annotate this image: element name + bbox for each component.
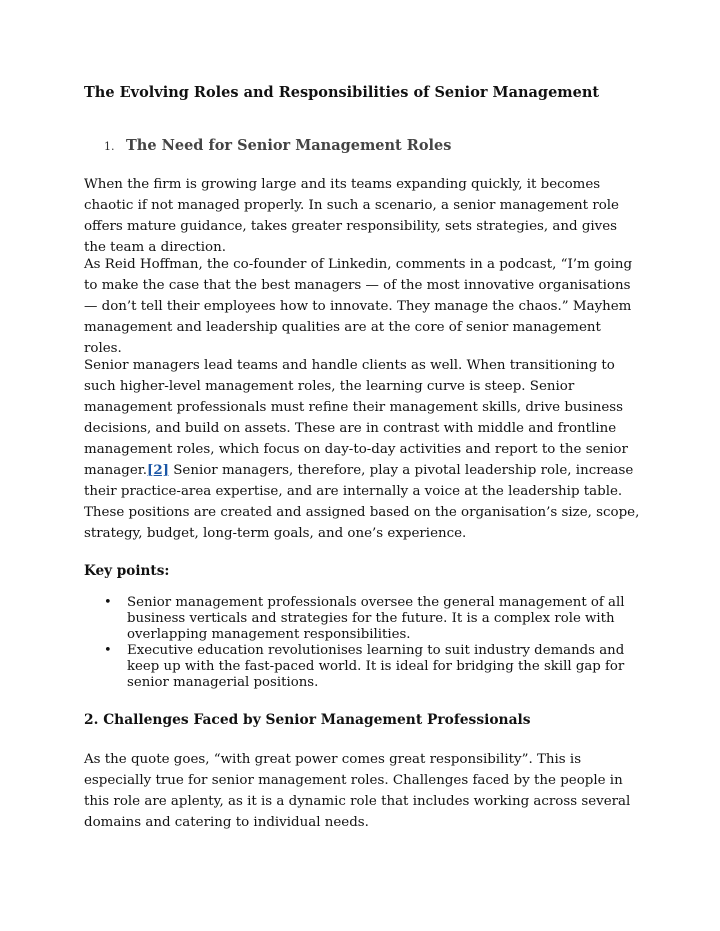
section-1-paragraph-2: As Reid Hoffman, the co-founder of Linkedin, comments in a podcast, “I’m going to make the case that the best managers — of the most innovative organisations — don’t tell their employees how to innovate. They manage the chaos.” Mayhem management and leadership qualities are at the core of senior management roles. bbox=[84, 257, 633, 356]
key-points-list bbox=[84, 595, 640, 691]
section-2-heading: 2. Challenges Faced by Senior Management Professionals bbox=[84, 712, 531, 728]
list-item bbox=[84, 595, 640, 643]
footnote-reference-link[interactable]: [2] bbox=[146, 462, 169, 478]
bullet-icon: • bbox=[104, 595, 112, 610]
document-title: The Evolving Roles and Responsibilities of Senior Management bbox=[84, 84, 600, 101]
key-point-text: Executive education revolutionises learning to suit industry demands and keep up with the fast-paced world. It is ideal for bridging the skill gap for senior managerial positions. bbox=[127, 643, 625, 690]
list-item bbox=[84, 643, 640, 691]
bullet-icon: • bbox=[104, 643, 112, 658]
section-1-number: 1. bbox=[104, 140, 115, 153]
section-1-paragraph-1: When the firm is growing large and its teams expanding quickly, it becomes chaotic if not managed properly. In such a scenario, a senior management role offers mature guidance, takes greater responsibility, sets strategies, and gives the team a direction. bbox=[84, 177, 619, 255]
section-1-heading bbox=[104, 137, 451, 154]
paragraph-3-text-after-ref: Senior managers, therefore, play a pivotal leadership role, increase their practice-area expertise, and are internally a voice at the leadership table. These positions are created and assigned based on the organisation’s size, scope, strategy, budget, long-term goals, and one’s experience. bbox=[84, 463, 640, 541]
section-1-title: The Need for Senior Management Roles bbox=[126, 137, 452, 154]
key-point-text: Senior management professionals oversee the general management of all business verticals and strategies for the future. It is a complex role with overlapping management responsibilities. bbox=[127, 595, 625, 642]
section-2-paragraph-1: As the quote goes, “with great power comes great responsibility”. This is especially true for senior management roles. Challenges faced by the people in this role are aplenty, as it is a dynamic role that includes working across several domains and catering to individual needs. bbox=[84, 752, 631, 830]
paragraph-3-text-before-ref: Senior managers lead teams and handle clients as well. When transitioning to such higher-level management roles, the learning curve is steep. Senior management professionals must refine their management skills, drive business decisions, and build on assets. These are in contrast with middle and frontline management roles, which focus on day-to-day activities and report to the senior manager. bbox=[84, 358, 628, 478]
key-points-heading: Key points: bbox=[84, 563, 170, 579]
section-1-paragraph-3 bbox=[84, 355, 640, 544]
